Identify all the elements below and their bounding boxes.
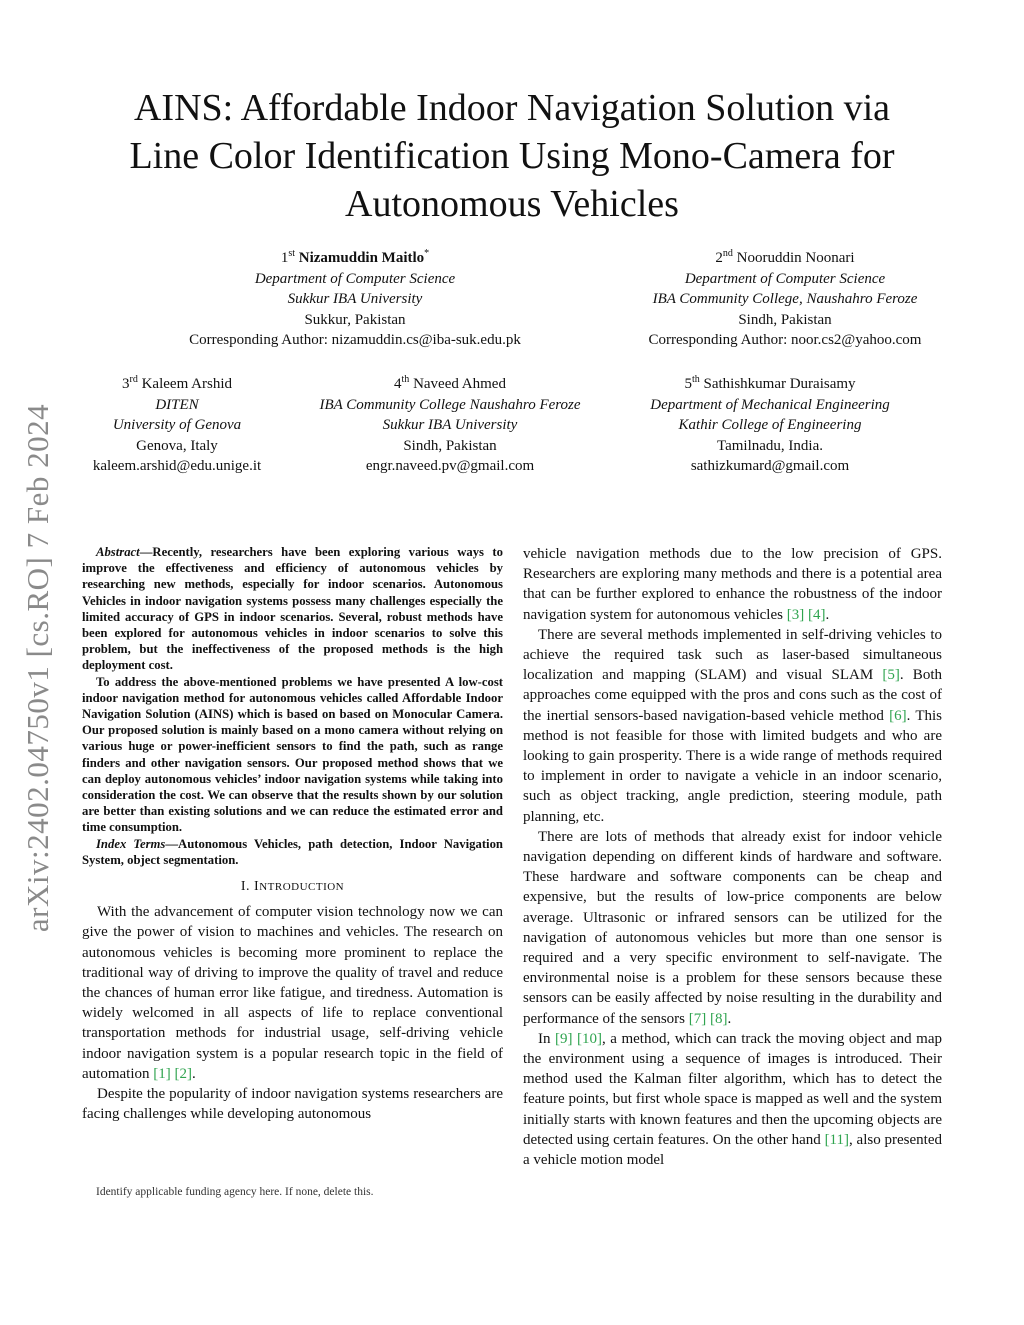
title-line: Line Color Identification Using Mono-Camera for [129,135,895,177]
arxiv-identifier: arXiv:2402.04750v1 [cs.RO] 7 Feb 2024 [20,403,55,933]
author-location: Sindh, Pakistan [403,437,497,454]
citation-link[interactable]: [5] [882,667,900,684]
title-line: Autonomous Vehicles [345,183,679,225]
author-contact: kaleem.arshid@edu.unige.it [92,458,262,474]
author-institution: University of Genova [112,417,242,433]
body-paragraph: Despite the popularity of indoor navigation systems researchers are facing challenges while developing autonomous [82,1086,503,1123]
author-name: 5th Sathishkumar Duraisamy [684,374,856,392]
author-location: Sukkur, Pakistan [304,311,406,328]
abstract-paragraph: Abstract—Recently, researchers have been exploring various ways to improve the effectiveness and efficiency of autonomous vehicles by researching new methods, especially for indoor scenarios. Autonomous Vehicles in indoor navigation systems possess many challenges especially the limited accuracy of GPS in indoor scenarios. Several, robust methods have been explored for autonomous vehicles in indoor scenarios to solve this problem, but the ineffectiveness of the proposed methods is the high deployment cost. [82,545,503,673]
citation-link[interactable]: [3] [786,606,805,623]
abstract [82,544,503,868]
author-name: 1st Nizamuddin Maitlo* [280,248,430,266]
citation-link[interactable]: [7] [688,1010,707,1027]
author-department: DITEN [155,396,199,413]
citation-link[interactable]: [9] [555,1030,573,1047]
citation-link[interactable]: [10] [577,1030,603,1047]
author-name: 2nd Nooruddin Noonari [715,248,855,266]
author-institution: Kathir College of Engineering [678,417,862,433]
citation-link[interactable]: [4] [807,606,826,623]
section-heading: I. INTRODUCTION [240,879,345,895]
author-block [72,374,282,477]
body-paragraph: There are lots of methods that already exist for indoor vehicle navigation depending on different kinds of hardware and software. These hardware and software components can be cheap and expensive, but the results of low-price components are below average. Ultrasonic or infrared sensors can be utilized for the navigation of autonomous vehicles but more than one sensor is required and a very specific environment to self-navigate. The environmental noise is a problem for these sensors because these sensors can be easily affected by noise resulting in the durability and performance of the sensors [7] [8]. [523,828,942,1027]
author-block [620,374,920,477]
author-name: 4th Naveed Ahmed [394,374,506,392]
author-department: Department of Computer Science [684,270,886,287]
author-contact: sathizkumard@gmail.com [690,458,850,474]
author-department: Department of Mechanical Engineering [650,396,890,413]
author-location: Sindh, Pakistan [738,311,832,328]
citation-link[interactable]: [8] [710,1010,728,1027]
body-paragraph: There are several methods implemented in self-driving vehicles to achieve the required task such as laser-based simultaneous localization and mapping (SLAM) and visual SLAM [5]. Both approaches come equipped with the pros and cons such as the cost of the inertial sensors-based navigation-based vehicle method [6]. This method is not feasible for those with limited budgets and who are looking to gain prosperity. There is a wide range of methods required to implement in order to navigate a vehicle in an indoor scenario, such as object tracking, angle prediction, steering module, path planning, etc. [523,626,943,825]
body-paragraph: In [9] [10], a method, which can track the moving object and map the environment using a sequence of images is introduced. Their method used the Kalman filter algorithm, which has to detect the feature points, but first whole space is mapped as well and the system initially starts with known features and then the upcoming objects are detected using certain features. On the other hand [11], also presented a vehicle motion model [523,1030,943,1169]
author-institution: Sukkur IBA University [382,417,518,433]
author-name: 3rd Kaleem Arshid [122,374,232,392]
body-paragraph: vehicle navigation methods due to the low precision of GPS. Researchers are exploring many methods and there is a potential area that can be further explored to enhance the robustness of the indoor navigation system for autonomous vehicles [3] [4]. [523,546,942,623]
author-block [290,374,610,477]
citation-link[interactable]: [6] [889,707,907,724]
author-contact: Corresponding Author: noor.cs2@yahoo.com [648,332,922,348]
left-column [82,544,503,1125]
funding-footnote: Identify applicable funding agency here. If none, delete this. [96,1186,374,1198]
citation-link[interactable]: [11] [824,1131,849,1148]
author-department: IBA Community College Naushahro Feroze [319,396,581,413]
author-institution: Sukkur IBA University [287,291,423,307]
author-block [150,248,560,351]
author-department: Department of Computer Science [254,270,456,287]
title-line: AINS: Affordable Indoor Navigation Solution via [133,87,891,129]
paper-title [60,84,964,228]
abstract-paragraph: To address the above-mentioned problems we have presented A low-cost indoor navigation method for autonomous vehicles called Affordable Indoor Navigation Solution (AINS) which is based on based on Monocular Camera. Our proposed solution is mainly based on a mono camera without relying on various huge or power-inefficient sensors to find the path, such as range finders and other navigation sensors. Our proposed method shows that we can deploy autonomous vehicles’ indoor navigation systems while taking into consideration the cost. We can observe that the results shown by our solution are better than existing solutions and we can reduce the estimated error and time consumption. [82,674,503,835]
author-institution: IBA Community College, Naushahro Feroze [652,291,918,307]
author-location: Genova, Italy [136,437,218,454]
body-paragraph: With the advancement of computer vision technology now we can give the power of vision to machines and vehicles. The research on autonomous vehicles is becoming more prominent to replace the traditional way of driving to improve the quality of travel and reduce the chances of human error like fatigue, and tiredness. Automation is widely welcomed in all aspects of life to replace conventional transportation methods for industrial usage, self-driving vehicle indoor navigation system is a popular research topic in the field of automation [1] [2]. [82,904,503,1082]
author-location: Tamilnadu, India. [716,437,823,454]
index-terms: Index Terms—Autonomous Vehicles, path detection, Indoor Navigation System, object segmentation. [82,836,503,867]
author-contact: Corresponding Author: nizamuddin.cs@iba-suk.edu.pk [189,332,521,348]
author-contact: engr.naveed.pv@gmail.com [365,458,535,474]
citation-link[interactable]: [2] [174,1065,192,1082]
citation-link[interactable]: [1] [153,1065,171,1082]
author-block [620,248,950,351]
right-column [523,544,942,1170]
